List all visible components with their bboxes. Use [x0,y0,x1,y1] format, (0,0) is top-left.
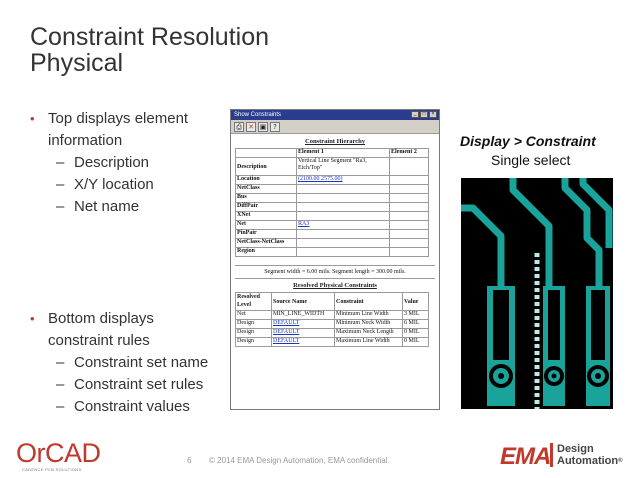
table-row [236,230,429,239]
row-value [297,194,390,203]
slide-title-line1: Constraint Resolution [30,23,270,51]
ema-logo-bar [550,443,553,467]
window-titlebar[interactable] [231,110,439,120]
sub-bullet [30,152,188,174]
bullet-main: • Bottom displays [30,308,208,330]
table-row [236,338,429,347]
pcb-trace [461,208,501,288]
hierarchy-section [231,134,439,257]
bottom-bullet-list [30,308,208,418]
top-bullet-list [30,108,188,218]
cell-level: Design [236,320,272,329]
cell-level: Net [236,311,272,320]
ema-logo-text [557,443,623,467]
dialog-toolbar [231,120,439,134]
close-button[interactable]: × [429,111,437,118]
pcb-pad-cutout [493,290,509,360]
cell-value: 3 MIL [403,311,429,320]
single-select-subtitle: Single select [491,152,571,168]
pcb-via-hole [498,373,504,379]
cell-constraint: Maximum Line Width [335,338,403,347]
slide-title [30,24,269,76]
row-value [297,212,390,221]
row-value [390,203,429,212]
cell-level: Design [236,338,272,347]
table-row [236,194,429,203]
segment-info: Segment width = 6.00 mils. Segment length = 300.00 mils. [264,269,406,275]
row-label: Net [236,221,297,230]
hierarchy-title: Constraint Hierarchy [305,138,365,145]
sub-bullet-text: X/Y location [74,176,154,193]
cell-constraint: Maximum Neck Length [335,329,403,338]
divider [235,265,435,266]
row-value [390,158,429,176]
bullet-main-cont: information [48,132,123,149]
row-label: Location [236,176,297,185]
sub-bullet [30,352,208,374]
orcad-tagline: CADENCE PCB SOLUTIONS [22,467,82,472]
source-link[interactable]: DEFAULT [273,320,300,326]
header-cell: Element 2 [390,149,429,158]
table-row [236,185,429,194]
maximize-button[interactable]: □ [420,111,428,118]
table-header-row [236,293,429,311]
orcad-logo: OrCAD [16,438,101,468]
minimize-button[interactable]: _ [411,111,419,118]
row-label: Bus [236,194,297,203]
sub-bullet-text: Description [74,154,150,171]
table-row [236,311,429,320]
row-value [297,248,390,257]
cell-constraint: Minimum Line Width [335,311,403,320]
resolved-section [231,279,439,347]
header-cell: Constraint [335,293,403,311]
table-row [236,221,429,230]
bullet-main-cont: constraint rules [48,332,150,349]
ema-logo: EMA [500,443,551,470]
cell-source: MIN_LINE_WIDTH [272,311,335,320]
header-cell: Element 1 [297,149,390,158]
row-value [390,212,429,221]
hierarchy-table [235,148,429,257]
row-label: NetClass [236,185,297,194]
table-row [236,176,429,185]
sub-bullet-text: Net name [74,198,140,215]
row-label: NetClass-NetClass [236,239,297,248]
show-constraints-window [230,109,440,410]
header-cell [236,149,297,158]
row-label: DiffPair [236,203,297,212]
row-value [390,239,429,248]
source-link[interactable]: DEFAULT [273,329,300,335]
row-label: XNet [236,212,297,221]
row-value [390,248,429,257]
pcb-via-hole [552,374,557,379]
resolved-title: Resolved Physical Constraints [293,282,377,289]
sub-bullet-text: Constraint values [74,398,190,415]
table-row [236,320,429,329]
row-value [297,176,390,185]
net-link[interactable]: RA3 [298,221,310,227]
pcb-pad-cutout [548,290,560,360]
row-value [390,230,429,239]
row-value [297,185,390,194]
copyright-text: © 2014 EMA Design Automation, EMA confidential. [209,456,390,465]
slide-title-line2: Physical [30,49,124,77]
ema-logo-line2: Automation® [557,455,623,467]
row-value [390,176,429,185]
pcb-via-hole [595,373,601,379]
resolved-table [235,292,429,347]
cell-value: 0 MIL [403,329,429,338]
table-row [236,203,429,212]
cell-value: 0 MIL [403,338,429,347]
sub-bullet [30,374,208,396]
print-icon[interactable]: ⎙ [234,122,244,132]
row-value [297,239,390,248]
table-row [236,239,429,248]
pcb-pad-cutout [591,290,605,360]
sub-bullet-text: Constraint set name [74,354,209,371]
ema-logo-line1: Design [557,443,594,455]
cell-value: 6 MIL [403,320,429,329]
window-title: Show Constraints [234,112,282,118]
table-row [236,329,429,338]
header-cell: Resolved Level [236,293,272,311]
page-number: 6 [187,456,192,465]
sub-bullet [30,174,188,196]
row-value [390,221,429,230]
row-label: Region [236,248,297,257]
row-label: PinPair [236,230,297,239]
pcb-traces [461,178,613,409]
bullet-main: • Top displays element [30,108,188,130]
header-cell: Value [403,293,429,311]
row-value [390,185,429,194]
table-header-row [236,149,429,158]
sub-bullet [30,396,208,418]
row-label: Description [236,158,297,176]
save-icon[interactable]: ▣ [259,122,267,131]
location-link[interactable]: (2100.00 2575.00) [298,176,343,182]
row-value [297,230,390,239]
source-link[interactable]: DEFAULT [273,338,300,344]
help-icon[interactable]: ? [270,122,280,132]
cell-level: Design [236,329,272,338]
cell-source [272,338,335,347]
cell-source [272,320,335,329]
row-value [390,194,429,203]
row-value [297,203,390,212]
cell-constraint: Minimum Neck Width [335,320,403,329]
close-icon[interactable]: ✕ [246,122,256,132]
pcb-trace [513,178,549,288]
row-value: Vertical Line Segment "Ra3, Etch/Top" [297,158,390,176]
display-constraint-title: Display > Constraint [460,133,596,149]
pcb-layout-image [461,178,613,409]
window-controls [411,111,437,118]
sub-bullet-text: Constraint set rules [74,376,204,393]
table-row [236,248,429,257]
header-cell: Source Name [272,293,335,311]
table-row [236,158,429,176]
cell-source [272,329,335,338]
table-row [236,212,429,221]
row-value [297,221,390,230]
sub-bullet [30,196,188,218]
